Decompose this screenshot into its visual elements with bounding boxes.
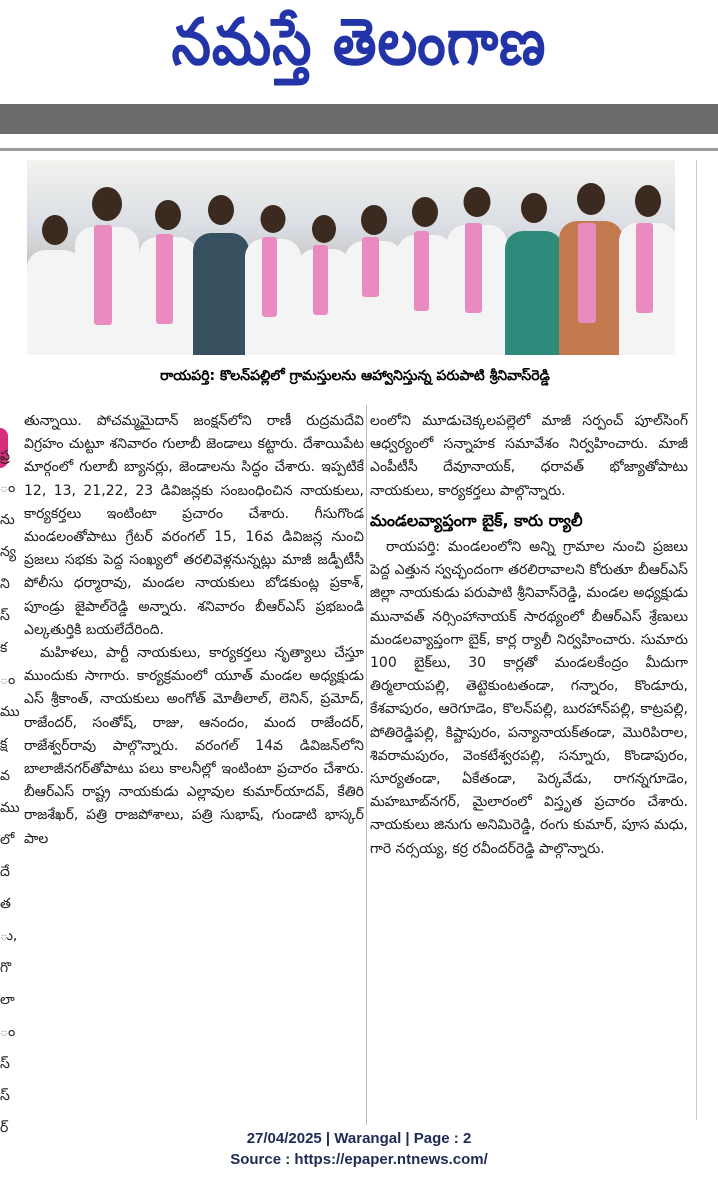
- cutoff-text-fragment: గొ: [0, 960, 12, 976]
- cutoff-text-fragment: ము: [0, 704, 20, 720]
- person-figure: [559, 183, 623, 355]
- person-figure: [297, 215, 351, 355]
- column-divider: [366, 405, 367, 1125]
- article-column-1: [24, 410, 364, 1123]
- person-figure: [397, 197, 453, 355]
- source-link[interactable]: Source : https://epaper.ntnews.com/: [230, 1151, 488, 1168]
- cutoff-text-fragment: ం: [0, 672, 16, 688]
- cutoff-text-fragment: స్: [0, 1088, 10, 1104]
- article-paragraph: లంలోని మూడుచెక్కలపల్లెలో మాజీ సర్పంచ్ పూల్‌సింగ్ ఆధ్వర్యంలో సన్నాహక సమావేశం నిర్వహించారు. మాజీ ఎంపీటీసీ దేవూనాయక్, ధరావత్ భోజ్యాతోపాటు నాయకులు, కార్యకర్తలు పాల్గొన్నారు.: [370, 413, 688, 499]
- cutoff-text-fragment: న్య: [0, 544, 17, 560]
- edition-info: 27/04/2025 | Warangal | Page : 2: [246, 1130, 472, 1147]
- article-subheading: మండలవ్యాప్తంగా బైక్, కారు ర్యాలీ: [370, 510, 583, 530]
- cutoff-text-fragment: ము: [0, 800, 20, 816]
- cutoff-text-fragment: ను: [0, 512, 15, 528]
- cutoff-text-fragment: వ: [0, 768, 10, 784]
- article-paragraph: రాయపర్తి: మండలంలోని అన్ని గ్రామాల నుంచి ప్రజలు పెద్ద ఎత్తున స్వచ్ఛందంగా తరలిరావాలని కోరుతూ బీఆర్‌ఎస్ జిల్లా నాయకుడు పరుపాటి శ్రీనివాస్‌రెడ్డి, మండల అధ్యక్షుడు మునావత్ నర్సింహానాయక్ సారథ్యంలో బీఆర్‌ఎస్ శ్రేణులు మండలవ్యాప్తంగా బైక్, కార్ల ర్యాలీ నిర్వహించారు. సుమారు 100 బైక్‌లు, 30 కార్లతో మండలకేంద్రం మీదుగా తిర్మలాయపల్లి, తెట్టెకుంటతండా, గన్నారం, కొండూరు, కేశవాపురం, ఆరెగూడెం, కొలన్‌పల్లి, బురహాన్‌పల్లి, కాట్రపల్లి, పోతిరెడ్డిపల్లి, కిష్టాపురం, పన్యానాయక్‌తండా, మొరిపిరాల, శివరామపురం, వెంకటేశ్వరపల్లి, సన్నూరు, కొండాపురం, సూర్యతండా, ఏకేతండా, పెర్కవేడు, రాగన్నగూడెం, మహబూబ్‌నగర్, మైలారంలో విస్తృత ప్రచారం చేశారు. నాయకులు జినుగు అనిమిరెడ్డి, రంగు కుమార్, పూస మధు, గారె నర్సయ్య, కర్ర రవీందర్‌రెడ్డి పాల్గొన్నారు.: [370, 539, 688, 857]
- person-figure: [447, 187, 507, 355]
- photo-caption: రాయపర్తి: కొలన్‌పల్లిలో గ్రామస్తులను ఆహ్వానిస్తున్న పరుపాటి శ్రీనివాస్‌రెడ్డి: [160, 368, 550, 384]
- left-edge-column: [0, 440, 20, 1144]
- person-figure: [619, 185, 675, 355]
- news-photo: [27, 160, 675, 355]
- cutoff-text-fragment: క్ష: [0, 736, 8, 752]
- cutoff-text-fragment: ని: [0, 576, 10, 592]
- cutoff-text-fragment: ప్ర: [0, 448, 10, 464]
- cutoff-text-fragment: త: [0, 896, 11, 912]
- cutoff-text-fragment: ు,: [0, 928, 18, 944]
- article-paragraph: తున్నాయి. పోచమ్మమైదాన్ జంక్షన్‌లోని రాణీ రుద్రమదేవి విగ్రహం చుట్టూ శనివారం గులాబీ జెండాలు కట్టారు. దేశాయిపేట మార్గంలో గులాబీ బ్యానర్లు, జెండాలను సిద్ధం చేశారు. ఇప్పటికే 12, 13, 21,22, 23 డివిజన్లకు సంబంధించిన నాయకులు, కార్యకర్తలు ఇంటింటా ప్రచారం చేశారు. గీసుగొండ మండలంతోపాటు గ్రేటర్ వరంగల్ 15, 16వ డివిజన్ల నుంచి ప్రజలు సభకు పెద్ద సంఖ్యలో తరలివెళ్లనున్నట్లు మాజీ జడ్పీటీసీ పోలీసు ధర్మారావు, మండల నాయకులు బోడకుంట్ల ప్రకాశ్, పూండ్రు జైపాల్‌రెడ్డి అన్నారు. శనివారం బీఆర్‌ఎస్ ప్రభబండి ఎల్కతుర్తికి బయలేదేరింది.: [24, 413, 364, 638]
- person-figure: [193, 195, 249, 355]
- newspaper-logo: నమస్తే తెలంగాణ: [171, 4, 547, 80]
- cutoff-text-fragment: ం: [0, 1024, 16, 1040]
- cutoff-text-fragment: క: [0, 640, 8, 656]
- cutoff-text-fragment: దే: [0, 864, 10, 880]
- cutoff-text-fragment: ం: [0, 480, 16, 496]
- masthead: [0, 0, 718, 100]
- cutoff-text-fragment: లో: [0, 832, 15, 848]
- person-figure: [345, 205, 403, 355]
- article-paragraph: మహిళలు, పార్టీ నాయకులు, కార్యకర్తలు నృత్యాలు చేస్తూ ముందుకు సాగారు. కార్యక్రమంలో యూత్ మండల అధ్యక్షుడు ఎస్ శ్రీకాంత్, నాయకులు అంగోత్ మోతీలాల్, లెనిన్, ప్రమోద్, రాజేందర్, సంతోష్, రాజు, ఆనందం, మంద రాజేందర్, రాజేశ్వర్‌రావు పాల్గొన్నారు. వరంగల్ 14వ డివిజన్‌లోని బాలాజీనగర్‌తోపాటు పలు కాలనీల్లో ఇంటింటా ప్రచారం చేశారు. బీఆర్‌ఎస్ రాష్ట్ర నాయకుడు ఎల్లావుల కుమార్‌యాదవ్, కేతిరి రాజశేఖర్, పత్రి రాజపోశాలు, పత్రి సుభాష్, గుండాటి భాస్కర్ పాల: [24, 645, 364, 847]
- header-band: [0, 104, 718, 134]
- page-edge-divider: [696, 160, 697, 1120]
- person-figure: [75, 187, 139, 355]
- cutoff-text-fragment: ర్: [0, 1120, 9, 1136]
- page-footer: [0, 1128, 718, 1170]
- person-figure: [139, 200, 197, 355]
- article-column-2: [370, 410, 688, 861]
- person-figure: [245, 205, 301, 355]
- cutoff-text-fragment: స్: [0, 1056, 10, 1072]
- person-figure: [27, 215, 82, 355]
- header-rule: [0, 148, 718, 151]
- cutoff-text-fragment: లా: [0, 992, 15, 1008]
- cutoff-text-fragment: స్: [0, 608, 10, 624]
- person-figure: [505, 193, 563, 355]
